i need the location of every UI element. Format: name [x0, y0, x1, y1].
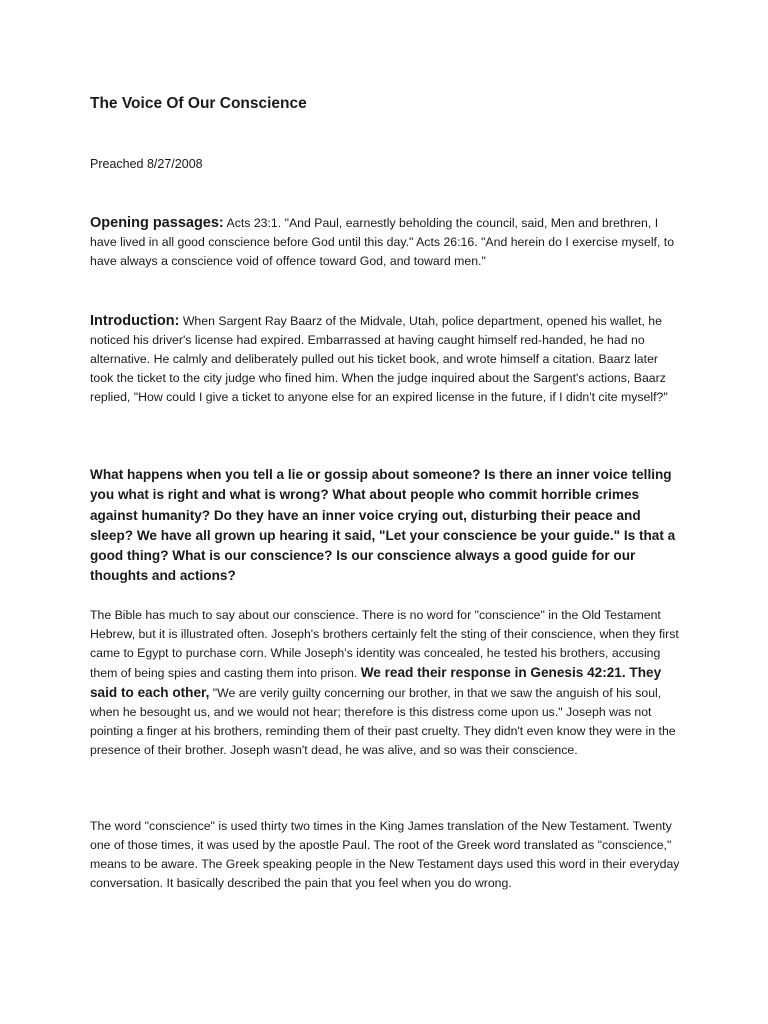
introduction-text: When Sargent Ray Baarz of the Midvale, Utah, police department, opened his wallet, he noticed his driver's license had expired. Embarrassed at having caught himself red-handed, he had no alternative. He calmly and deliberately pulled out his ticket book, and wrote himself a citation. Baarz later took the ticket to the city judge who fined him. When the judge inquired about the Sargent's actions, Baarz replied, "How could I give a ticket to anyone else for an expired license in the future, if I didn't cite myself?" — [90, 314, 668, 404]
bible-text-after: "We are verily guilty concerning our brother, in that we saw the anguish of his soul, when he besought us, and we would not hear; therefore is this distress come upon us." Joseph was not pointing a finger at his brothers, reminding them of their past cruelty. They didn't even know they were in the presence of their brother. Joseph wasn't dead, he was alive, and so was their conscience. — [90, 686, 676, 757]
word-conscience-paragraph: The word "conscience" is used thirty two times in the King James translation of the New Testament. Twenty one of those times, it was used by the apostle Paul. The root of the Greek word translated as "conscience," means to be aware. The Greek speaking people in the New Testament days used this word in their everyday conversation. It basically described the pain that you feel when you do wrong. — [90, 819, 680, 890]
opening-passages-paragraph — [90, 214, 682, 271]
opening-passages-label: Opening passages: — [90, 215, 224, 231]
opening-passages-text: Acts 23:1. "And Paul, earnestly beholding the council, said, Men and brethren, I have lived in all good conscience before God until this day." Acts 26:16. "And herein do I exercise myself, to have always a conscience void of offence toward God, and toward men." — [90, 216, 675, 268]
introduction-label: Introduction: — [90, 313, 180, 329]
introduction-paragraph — [90, 312, 682, 407]
bible-text-before: The Bible has much to say about our conscience. There is no word for "conscience" in the Old Testament Hebrew, but it is illustrated often. Joseph's brothers certainly felt the sting of their conscience, when they first came to Egypt to purchase corn. While Joseph's identity was concealed, he tested his brothers, accusing them of being spies and casting them into prison. — [90, 608, 679, 680]
bible-bold-reference: We read their response in Genesis 42:21. They said to each other, — [90, 665, 662, 700]
document-title: The Voice Of Our Conscience — [90, 95, 307, 112]
questions-paragraph: What happens when you tell a lie or gossip about someone? Is there an inner voice telling you what is right and what is wrong? What about people who commit horrible crimes against humanity? Do they have an inner voice crying out, disturbing their peace and sleep? We have all grown up hearing it said, "Let your conscience be your guide." Is that a good thing? What is our conscience? Is our conscience always a good guide for our thoughts and actions? — [90, 467, 676, 584]
preached-date: Preached 8/27/2008 — [90, 157, 203, 171]
bible-paragraph — [90, 606, 682, 760]
